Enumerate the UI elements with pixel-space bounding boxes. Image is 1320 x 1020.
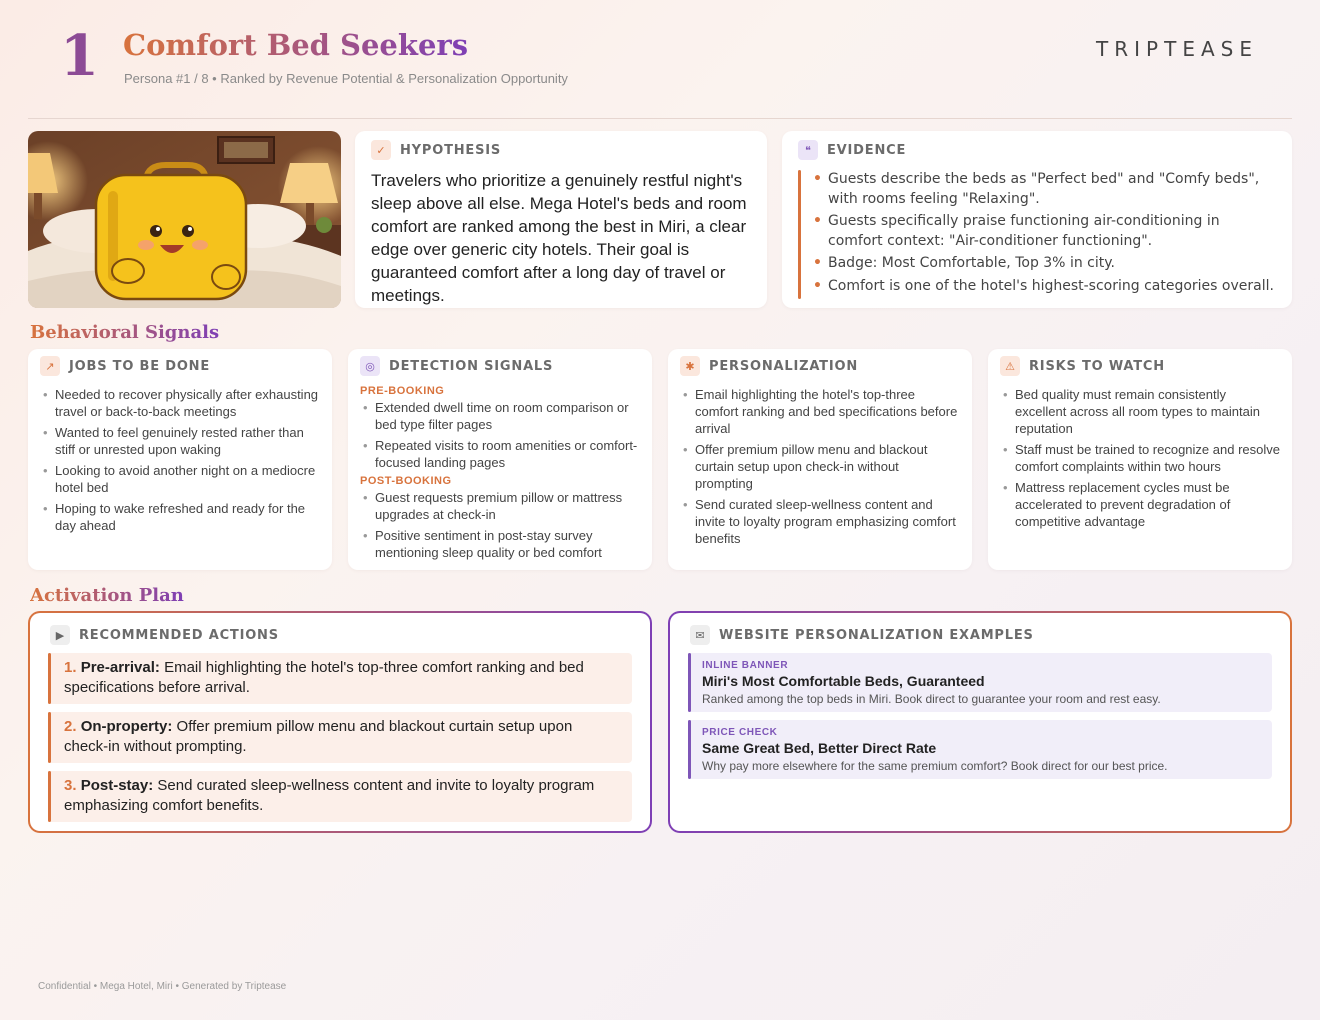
mail-icon: ✉ <box>690 625 710 645</box>
action-number: 2. <box>64 718 77 735</box>
list-item: • Hoping to wake refreshed and ready for the day ahead <box>40 500 320 534</box>
list-item: • Staff must be trained to recognize and resolve comfort complaints within two hours <box>1000 441 1280 475</box>
page-subtitle: Persona #1 / 8 • Ranked by Revenue Potential & Personalization Opportunity <box>124 71 568 86</box>
personalization-card <box>668 349 972 570</box>
jobs-card <box>28 349 332 570</box>
list-item: • Offer premium pillow menu and blackout curtain setup upon check-in without prompting <box>680 441 960 492</box>
recommended-actions-card <box>28 611 652 833</box>
detection-label: DETECTION SIGNALS <box>389 358 554 374</box>
warning-icon: ⚠ <box>1000 356 1020 376</box>
action-item <box>48 653 632 704</box>
hypothesis-label: HYPOTHESIS <box>400 142 502 158</box>
list-item: • Needed to recover physically after exhausting travel or back-to-back meetings <box>40 386 320 420</box>
list-item: • Looking to avoid another night on a mediocre hotel bed <box>40 462 320 496</box>
sparkle-icon: ✱ <box>680 356 700 376</box>
action-text: Email highlighting the hotel's top-three comfort ranking and bed specifications before arrival. <box>64 659 584 696</box>
evidence-item: • Guests specifically praise functioning air-conditioning in comfort context: "Air-conditioner functioning". <box>813 212 1276 251</box>
action-item <box>48 771 632 822</box>
persona-illustration <box>28 131 341 308</box>
target-icon: ◎ <box>360 356 380 376</box>
risks-label: RISKS TO WATCH <box>1029 358 1165 374</box>
hypothesis-card <box>355 131 767 308</box>
example-headline: Same Great Bed, Better Direct Rate <box>702 740 937 756</box>
example-body: Why pay more elsewhere for the same premium comfort? Book direct for our best price. <box>702 759 1168 773</box>
detection-card <box>348 349 652 570</box>
jobs-label: JOBS TO BE DONE <box>69 358 211 374</box>
check-icon: ✓ <box>371 140 391 160</box>
list-item: • Guest requests premium pillow or mattress upgrades at check-in <box>360 489 640 523</box>
list-item: • Positive sentiment in post-stay survey mentioning sleep quality or bed comfort <box>360 527 640 561</box>
action-number: 3. <box>64 777 77 794</box>
example-body: Ranked among the top beds in Miri. Book direct to guarantee your room and rest easy. <box>702 692 1161 706</box>
evidence-accent-bar <box>798 170 801 299</box>
brand-logo: TRIPTEASE <box>1096 37 1258 61</box>
action-text: Send curated sleep-wellness content and invite to loyalty program emphasizing comfort benefits. <box>64 777 595 814</box>
arrow-up-right-icon: ↗ <box>40 356 60 376</box>
example-item <box>688 720 1272 779</box>
list-item: • Mattress replacement cycles must be accelerated to prevent degradation of competitive advantage <box>1000 479 1280 530</box>
hypothesis-text: Travelers who prioritize a genuinely restful night's sleep above all else. Mega Hotel's beds and room comfort are ranked among the best in Miri, a clear edge over generic city hotels. Their goal is guaranteed comfort after a long day of travel or meetings. <box>371 171 747 305</box>
evidence-card <box>782 131 1292 308</box>
example-type: INLINE BANNER <box>702 660 789 671</box>
page-header <box>0 0 1320 120</box>
example-item <box>688 653 1272 712</box>
evidence-label: EVIDENCE <box>827 142 907 158</box>
pre-booking-label: PRE-BOOKING <box>360 385 445 397</box>
action-item <box>48 712 632 763</box>
personalization-label: PERSONALIZATION <box>709 358 859 374</box>
example-headline: Miri's Most Comfortable Beds, Guaranteed <box>702 673 985 689</box>
action-number: 1. <box>64 659 77 676</box>
list-item: • Repeated visits to room amenities or comfort-focused landing pages <box>360 437 640 471</box>
list-item: • Bed quality must remain consistently excellent across all room types to maintain reputation <box>1000 386 1280 437</box>
action-phase: Post-stay: <box>80 777 154 794</box>
post-booking-label: POST-BOOKING <box>360 475 452 487</box>
list-item: • Email highlighting the hotel's top-three comfort ranking and bed specifications before arrival <box>680 386 960 437</box>
behavioral-signals-heading: Behavioral Signals <box>30 322 220 343</box>
evidence-item: • Badge: Most Comfortable, Top 3% in city. <box>813 254 1276 274</box>
risks-card <box>988 349 1292 570</box>
website-examples-card <box>668 611 1292 833</box>
evidence-item: • Guests describe the beds as "Perfect bed" and "Comfy beds", with rooms feeling "Relaxing". <box>813 170 1276 209</box>
website-examples-label: WEBSITE PERSONALIZATION EXAMPLES <box>719 627 1034 643</box>
action-phase: On-property: <box>80 718 173 735</box>
page-footer: Confidential • Mega Hotel, Miri • Generated by Triptease <box>38 981 287 992</box>
page-title: Comfort Bed Seekers <box>123 28 469 62</box>
list-item: • Extended dwell time on room comparison or bed type filter pages <box>360 399 640 433</box>
evidence-item: • Comfort is one of the hotel's highest-scoring categories overall. <box>813 277 1276 297</box>
list-item: • Send curated sleep-wellness content and invite to loyalty program emphasizing comfort benefits <box>680 496 960 547</box>
action-text: Offer premium pillow menu and blackout curtain setup upon check-in without prompting. <box>64 718 573 755</box>
play-icon: ▶ <box>50 625 70 645</box>
list-item: • Wanted to feel genuinely rested rather than stiff or unrested upon waking <box>40 424 320 458</box>
activation-plan-heading: Activation Plan <box>30 585 184 606</box>
action-phase: Pre-arrival: <box>80 659 160 676</box>
persona-rank: 1 <box>60 23 99 89</box>
evidence-list <box>813 170 1276 299</box>
header-divider <box>28 118 1292 119</box>
quote-icon: ❝ <box>798 140 818 160</box>
recommended-actions-label: RECOMMENDED ACTIONS <box>79 627 279 643</box>
example-type: PRICE CHECK <box>702 727 778 738</box>
